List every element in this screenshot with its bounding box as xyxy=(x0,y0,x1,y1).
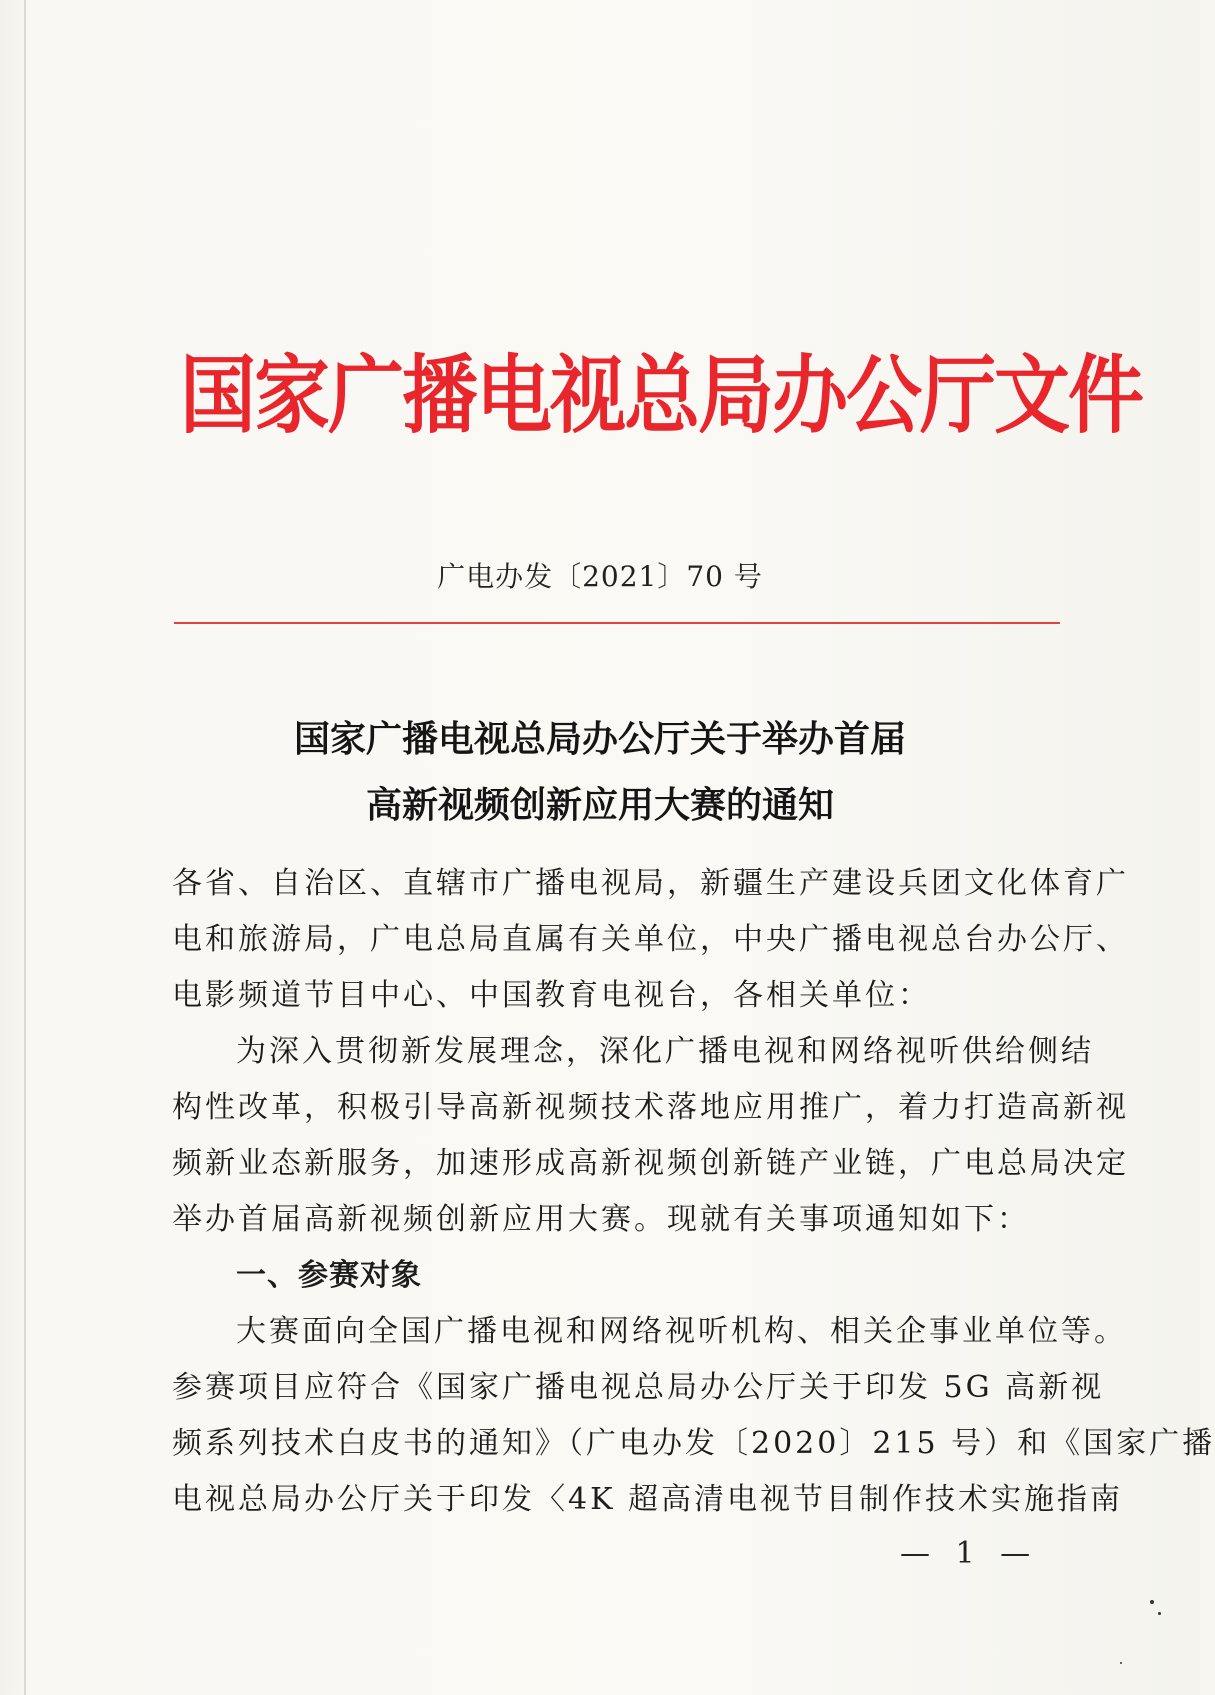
section-heading: 一、参赛对象 xyxy=(236,1258,422,1293)
notice-body xyxy=(172,856,1215,1528)
body-line: 构性改革，积极引导高新视频技术落地应用推广，着力打造高新视 xyxy=(172,1090,1129,1125)
page-number: — 1 — xyxy=(900,1536,1039,1571)
scan-speck xyxy=(1158,1612,1161,1615)
document-number: 广电办发〔2021〕70 号 xyxy=(437,560,763,593)
notice-title-line-2: 高新视频创新应用大赛的通知 xyxy=(365,784,834,826)
body-line: 频系列技术白皮书的通知》（广电办发〔2020〕215 号）和《国家广播 xyxy=(172,1426,1215,1461)
masthead-title: 国家广播电视总局办公厅文件 xyxy=(180,345,1142,446)
body-line: 举办首届高新视频创新应用大赛。现就有关事项通知如下： xyxy=(172,1202,1030,1237)
scan-speck xyxy=(1120,1662,1122,1664)
body-line: 为深入贯彻新发展理念，深化广播电视和网络视听供给侧结 xyxy=(236,1034,1094,1069)
scan-speck xyxy=(1150,1600,1154,1604)
body-line: 大赛面向全国广播电视和网络视听机构、相关企事业单位等。 xyxy=(236,1314,1127,1349)
page-edge-shadow xyxy=(24,0,26,1695)
body-line: 参赛项目应符合《国家广播电视总局办公厅关于印发 5G 高新视 xyxy=(172,1370,1105,1405)
body-line: 电影频道节目中心、中国教育电视台，各相关单位： xyxy=(172,978,931,1013)
body-line: 频新业态新服务，加速形成高新视频创新链产业链，广电总局决定 xyxy=(172,1146,1129,1181)
red-divider-line xyxy=(174,622,1060,624)
body-line: 电和旅游局，广电总局直属有关单位，中央广播电视总台办公厅、 xyxy=(172,922,1129,957)
notice-title xyxy=(0,706,1200,838)
body-line: 电视总局办公厅关于印发〈4K 超高清电视节目制作技术实施指南 xyxy=(172,1482,1124,1517)
body-line: 各省、自治区、直辖市广播电视局，新疆生产建设兵团文化体育广 xyxy=(172,866,1129,901)
notice-title-line-1: 国家广播电视总局办公厅关于举办首届 xyxy=(293,718,906,760)
